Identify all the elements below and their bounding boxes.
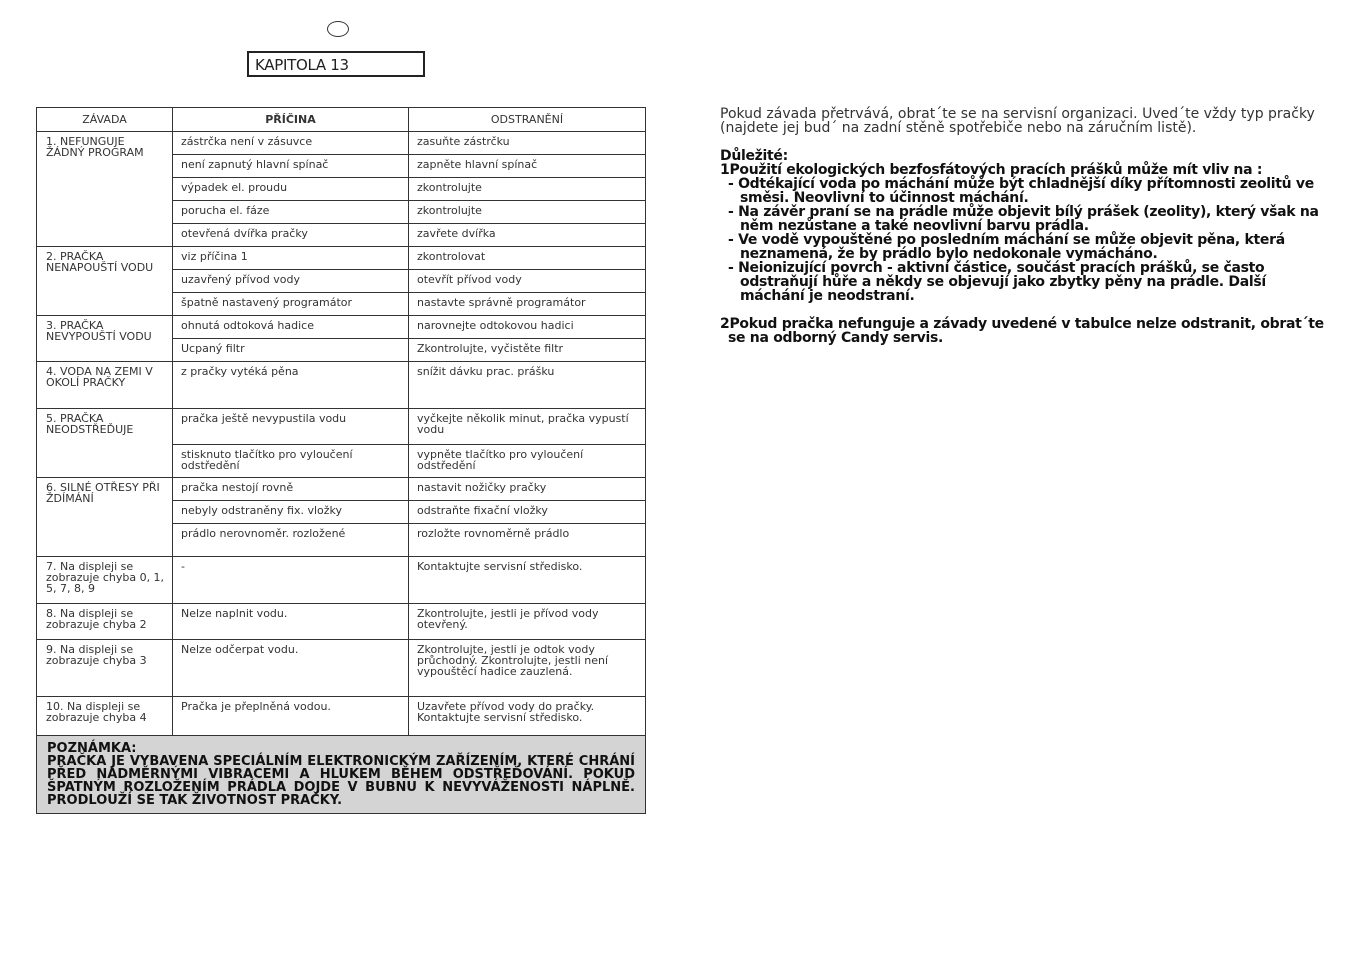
- table-row: [37, 478, 646, 501]
- fault-text: Na displeji se zobrazuje chyba 0, 1, 5, 7, 8, 9: [46, 560, 165, 595]
- fix-cell: zkontrolujte: [409, 201, 646, 224]
- cause-cell: stisknuto tlačítko pro vyloučení odstředění: [173, 445, 409, 478]
- fault-cell: [37, 604, 173, 640]
- fix-cell: zapněte hlavní spínač: [409, 155, 646, 178]
- cause-cell: výpadek el. proudu: [173, 178, 409, 201]
- fix-cell: vyčkejte několik minut, pračka vypustí vodu: [409, 409, 646, 445]
- fault-number: 7.: [46, 560, 57, 573]
- column-header-cause: PŘÍČINA: [173, 108, 409, 132]
- fault-number: 9.: [46, 643, 57, 656]
- fix-cell: Kontaktujte servisní středisko.: [409, 557, 646, 604]
- cause-cell: špatně nastavený programátor: [173, 293, 409, 316]
- fault-number: 2.: [46, 250, 57, 263]
- fault-text: NEFUNGUJE ŽÁDNÝ PROGRAM: [46, 135, 144, 159]
- fix-cell: zkontrolovat: [409, 247, 646, 270]
- fix-cell: nastavit nožičky pračky: [409, 478, 646, 501]
- table-row: [37, 557, 646, 604]
- cause-cell: zástrčka není v zásuvce: [173, 132, 409, 155]
- fault-cell: [37, 697, 173, 736]
- fault-text: PRAČKA NEODSTŘEĎUJE: [46, 412, 134, 436]
- fault-cell: [37, 409, 173, 478]
- fault-cell: [37, 132, 173, 247]
- fault-number: 3.: [46, 319, 57, 332]
- bullet-item: - Na závěr praní se na prádle může objevit bílý prášek (zeolity), který však na něm nezůstane a také neovlivní barvu prádla.: [728, 204, 1319, 234]
- fix-cell: narovnejte odtokovou hadici: [409, 316, 646, 339]
- cause-cell: Ucpaný filtr: [173, 339, 409, 362]
- cause-cell: uzavřený přívod vody: [173, 270, 409, 293]
- bullet-item: - Ve vodě vypouštěné po posledním máchání se může objevit pěna, která neznamená, že by prádlo bylo nedokonale vymácháno.: [728, 232, 1285, 262]
- cause-cell: pračka ještě nevypustila vodu: [173, 409, 409, 445]
- fault-number: 5.: [46, 412, 57, 425]
- bullet-item: - Odtékající voda po máchání může být chladnější díky přítomnosti zeolitů ve směsi. Neovlivní to účinnost máchání.: [728, 176, 1314, 206]
- column-header-fix: ODSTRANĚNÍ: [409, 108, 646, 132]
- fix-cell: vypněte tlačítko pro vyloučení odstředění: [409, 445, 646, 478]
- table-row: [37, 316, 646, 339]
- cause-cell: ohnutá odtoková hadice: [173, 316, 409, 339]
- important-title: Důležité:: [720, 148, 788, 164]
- bullet-item: - Neionizující povrch - aktivní částice, součást pracích prášků, se často odstraňují hůře a někdy se objevují jako zbytky pěny na prádle. Další máchání je neodstraní.: [728, 260, 1266, 304]
- table-header-row: [37, 108, 646, 132]
- cause-cell: viz příčina 1: [173, 247, 409, 270]
- fault-text: VODA NA ZEMI V OKOLÍ PRAČKY: [46, 365, 153, 389]
- cause-cell: z pračky vytéká pěna: [173, 362, 409, 409]
- fault-text: PRAČKA NENAPOUŠTÍ VODU: [46, 250, 154, 274]
- fault-cell: [37, 316, 173, 362]
- fault-cell: [37, 640, 173, 697]
- cause-cell: Nelze naplnit vodu.: [173, 604, 409, 640]
- fix-cell: zasuňte zástrčku: [409, 132, 646, 155]
- fix-cell: snížit dávku prac. prášku: [409, 362, 646, 409]
- fix-cell: zavřete dvířka: [409, 224, 646, 247]
- note-text: PRAČKA JE VYBAVENA SPECIÁLNÍM ELEKTRONICKÝM ZAŘÍZENÍM, KTERÉ CHRÁNÍ PŘED NADMĚRNÝMI VIBRACEMI A HLUKEM BĚHEM ODSTŘEĎOVÁNÍ. POKUD ŠPATNÝM ROZLOŽENÍM PRÁDLA DOJDE V BUBNU K NEVYVÁŽENOSTI NÁPLNĚ. PRODLOUŽÍ SE TAK ŽIVOTNOST PRAČKY.: [47, 754, 635, 808]
- fault-number: 4.: [46, 365, 57, 378]
- cause-cell: nebyly odstraněny fix. vložky: [173, 501, 409, 524]
- table-row: [37, 409, 646, 445]
- table-row: [37, 697, 646, 736]
- note-row: [37, 736, 646, 814]
- fault-number: 8.: [46, 607, 57, 620]
- fix-cell: otevřít přívod vody: [409, 270, 646, 293]
- fault-cell: [37, 362, 173, 409]
- table-row: [37, 132, 646, 155]
- fault-number: 1.: [46, 135, 57, 148]
- troubleshooting-table: [36, 107, 646, 814]
- cause-cell: -: [173, 557, 409, 604]
- fix-cell: rozložte rovnoměrně prádlo: [409, 524, 646, 557]
- point-2: 2Pokud pračka nefunguje a závady uvedené v tabulce nelze odstranit, obrat´te se na odborný Candy servis.: [720, 316, 1324, 346]
- fix-cell: Uzavřete přívod vody do pračky. Kontaktujte servisní středisko.: [409, 697, 646, 736]
- fault-number: 10.: [46, 700, 64, 713]
- cause-cell: není zapnutý hlavní spínač: [173, 155, 409, 178]
- chapter-title: KAPITOLA 13: [247, 51, 425, 77]
- fault-text: PRAČKA NEVYPOUŠTÍ VODU: [46, 319, 152, 343]
- cause-cell: Nelze odčerpat vodu.: [173, 640, 409, 697]
- table-row: [37, 640, 646, 697]
- fault-text: SILNÉ OTŘESY PŘI ŽDÍMÁNÍ: [46, 481, 160, 505]
- fault-text: Na displeji se zobrazuje chyba 2: [46, 607, 147, 631]
- note-title: POZNÁMKA:: [47, 741, 137, 756]
- fix-cell: odstraňte fixační vložky: [409, 501, 646, 524]
- note-cell: [37, 736, 646, 814]
- fault-text: Na displeji se zobrazuje chyba 4: [46, 700, 147, 724]
- cause-cell: pračka nestojí rovně: [173, 478, 409, 501]
- fault-text: Na displeji se zobrazuje chyba 3: [46, 643, 147, 667]
- cause-cell: Pračka je přeplněná vodou.: [173, 697, 409, 736]
- table-row: [37, 604, 646, 640]
- cause-cell: prádlo nerovnoměr. rozložené: [173, 524, 409, 557]
- fix-cell: Zkontrolujte, jestli je odtok vody průchodný. Zkontrolujte, jestli není vypouštěcí hadice zauzlená.: [409, 640, 646, 697]
- table-row: [37, 362, 646, 409]
- fix-cell: nastavte správně programátor: [409, 293, 646, 316]
- intro-paragraph: Pokud závada přetrvává, obrat´te se na servisní organizaci. Uved´te vždy typ pračky (najdete jej bud´ na zadní stěně spotřebiče nebo na záručním listě).: [720, 106, 1315, 136]
- page-marker-oval: [327, 21, 349, 37]
- fault-number: 6.: [46, 481, 57, 494]
- right-column: [720, 107, 1330, 345]
- column-header-fault: ZÁVADA: [37, 108, 173, 132]
- point-1: 1Použití ekologických bezfosfátových pracích prášků může mít vliv na :: [720, 162, 1263, 178]
- fault-cell: [37, 557, 173, 604]
- fix-cell: Zkontrolujte, vyčistěte filtr: [409, 339, 646, 362]
- fix-cell: zkontrolujte: [409, 178, 646, 201]
- cause-cell: porucha el. fáze: [173, 201, 409, 224]
- table-row: [37, 247, 646, 270]
- fault-cell: [37, 478, 173, 557]
- fix-cell: Zkontrolujte, jestli je přívod vody otevřený.: [409, 604, 646, 640]
- cause-cell: otevřená dvířka pračky: [173, 224, 409, 247]
- fault-cell: [37, 247, 173, 316]
